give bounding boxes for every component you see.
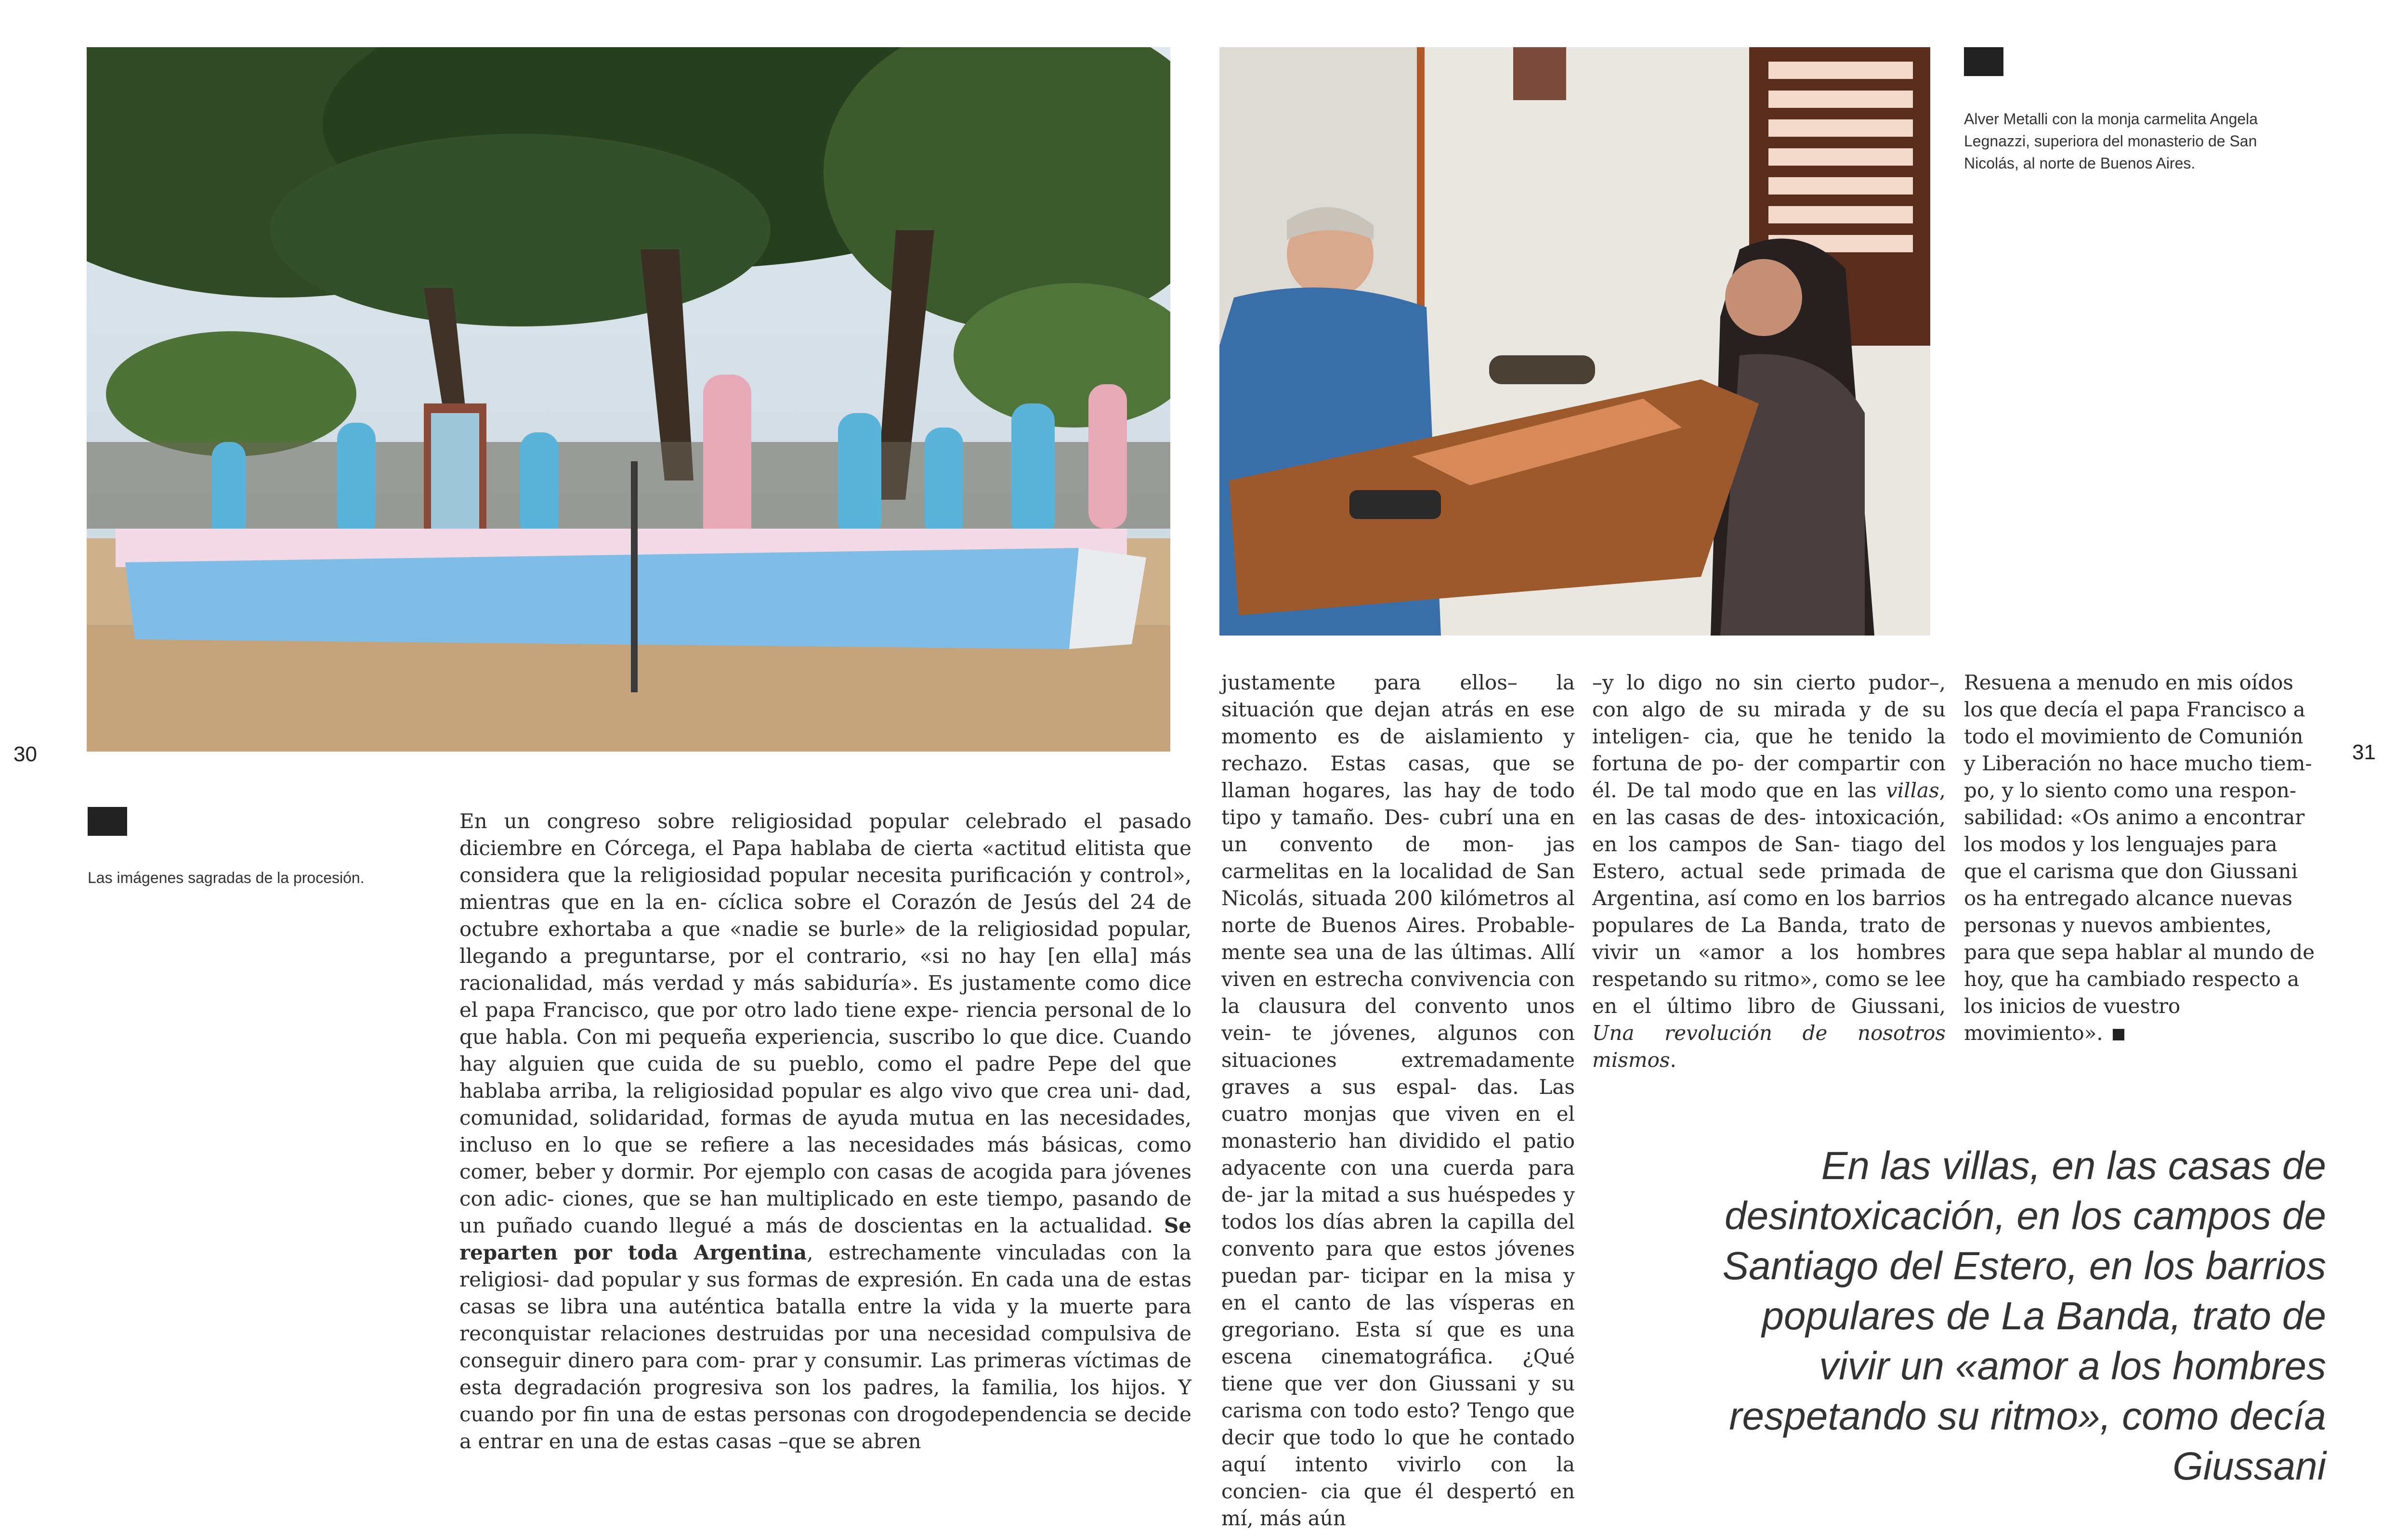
article-paragraph [1964, 669, 2320, 1047]
article-text: , estrechamente vinculadas con la religiosi- dad popular y sus formas de expresión. En cada una de estas casas se libra una auténtica batalla entre la vida y la muerte para reconquistar relaciones destruidas por una necesidad compulsiva de conseguir dinero para com- prar y consumir. Las primeras víctimas de esta degradación progresiva son los padres, la familia, los hijos. Y cuando por fin una de estas personas con drogodependencia se decide a entrar en una de estas casas –que se abren [459, 1241, 1191, 1453]
article-text: –y lo digo no sin cierto pudor–, con algo de su mirada y de su inteligen- cia, que he tenido la fortuna de po- der compartir con él. De tal modo que en las [1592, 671, 1946, 802]
end-of-article-mark [2113, 1029, 2124, 1040]
caption-marker-right [1964, 47, 2003, 76]
page-number-left: 30 [13, 742, 37, 766]
interview-photo-illustration [1219, 47, 1930, 636]
procession-photo-illustration [87, 47, 1170, 752]
pull-quote: En las villas, en las casas de desintoxicación, en los campos de Santiago del Estero, en los barrios populares de La Banda, trato de vivir un «amor a los hombres respetando su ritmo», como decía Giussani [1722, 1144, 2326, 1488]
interview-photo [1219, 47, 1930, 636]
article-paragraph: justamente para ellos– la situación que dejan atrás en ese momento es de aislamiento y rechazo. Estas casas, que se llaman hogares, las hay de todo tipo y tamaño. Des- cubrí una en un convento de mon- jas carmelitas en la localidad de San Nicolás, situada 200 kilómetros al norte de Buenos Aires. Probable- mente sea una de las últimas. Allí viven en estrecha convivencia con la clausura del convento unos vein- te jóvenes, algunos con situaciones extremadamente graves a sus espal- das. Las cuatro monjas que viven en el monasterio han dividido el patio adyacente con una cuerda para de- jar la mitad a sus huéspedes y todos los días abren la capilla del convento para que estos jóvenes puedan par- ticipar en la misa y en el canto de las vísperas en gregoriano. Esta sí que es una escena cinematográfica. ¿Qué tiene que ver don Giussani y su carisma con todo esto? Tengo que decir que todo lo que he contado aquí intento vivirlo con la concien- cia que él despertó en mí, más aún [1221, 671, 1575, 1530]
article-text: Resuena a menudo en mis oídos los que decía el papa Francisco a todo el movimiento de Comunión y Liberación no hace mucho tiem- po, y lo siento como una respon- sabilidad: «Os animo a encontrar los modos y los lenguajes para que el carisma que don Giussani os ha entregado alcance nuevas personas y nuevos ambientes, para que sepa hablar al mundo de hoy, que ha cambiado respecto a los inicios de vuestro movimiento». [1964, 671, 2315, 1045]
article-text: . [1670, 1048, 1676, 1072]
photo-caption-right: Alver Metalli con la monja carmelita Angela Legnazzi, superiora del monasterio de San Nicolás, al norte de Buenos Aires. [1964, 110, 2258, 172]
page-number-right: 31 [2352, 740, 2376, 764]
procession-photo [87, 47, 1170, 752]
article-text: En un congreso sobre religiosidad popular celebrado el pasado diciembre en Córcega, el Papa hablaba de cierta «actitud elitista que considera que la religiosidad popular necesita purificación y control», mientras que en la en- cíclica sobre el Corazón de Jesús del 24 de octubre exhortaba a que «nadie se burle» de la religiosidad popular, llegando a preguntarse, por el contrario, «si no hay [en ella] más racionalidad, más verdad y más sabiduría». Es justamente como dice el papa Francisco, que por otro lado tiene expe- riencia personal de lo que habla. Con mi pequeña experiencia, suscribo lo que dice. Cuando hay alguien que cuida de su pueblo, como el padre Pepe del que hablaba arriba, la religiosidad popular es algo vivo que crea uni- dad, comunidad, solidaridad, formas de ayuda mutua en las necesidades, incluso en lo que se refiere a las necesidades más básicas, como comer, beber y dormir. Por ejemplo con casas de acogida para jóvenes con adic- ciones, que se han multiplicado en este tiempo, pasando de un puñado cuando llegué a más de doscientas en la actualidad. [459, 809, 1191, 1237]
article-paragraph [1592, 669, 1946, 1074]
book-title: Una revolución de nosotros mismos [1592, 1021, 1946, 1072]
article-text: , en las casas de des- intoxicación, en los campos de San- tiago del Estero, actual sede primada de Argentina, así como en los barrios populares de La Banda, trato de vivir un «amor a los hombres respetando su ritmo», como se lee en el último libro de Giussani, [1592, 779, 1946, 1018]
article-column-3 [1592, 669, 1946, 1074]
article-column-4 [1964, 669, 2320, 1047]
photo-caption-left: Las imágenes sagradas de la procesión. [88, 869, 365, 886]
article-column-1 [459, 808, 1191, 1455]
article-italic-text: villas [1886, 779, 1939, 802]
caption-marker-left [88, 807, 127, 836]
article-column-2 [1221, 669, 1575, 1532]
article-paragraph [459, 808, 1191, 1455]
article-bold-text: Se reparten por toda Argentina [459, 1214, 1192, 1264]
